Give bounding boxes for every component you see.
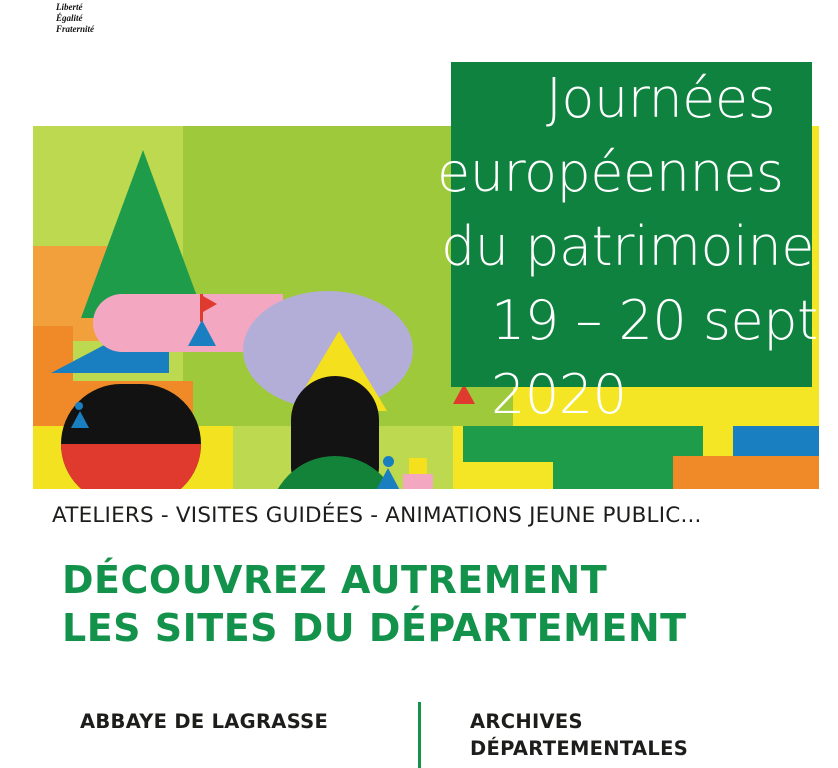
poster-title-line-4: 19 – 20 sept: [491, 289, 818, 352]
art-panel-orange-right: [673, 456, 819, 489]
motto-line-egalite: Égalité: [56, 13, 83, 23]
art-figure-head: [383, 456, 394, 467]
art-figure-body: [71, 411, 89, 428]
venue-archives-line-1: ARCHIVES: [470, 710, 583, 733]
poster-title-line-5: 2020: [491, 363, 627, 426]
art-figure-body-pink: [403, 474, 433, 489]
venue-divider: [418, 702, 421, 768]
art-half-circle-red-left: [61, 444, 201, 489]
art-figure-body: [373, 468, 403, 489]
poster-title-box: [451, 62, 812, 387]
art-figure-body: [453, 384, 475, 404]
art-figure-body-blue: [188, 320, 216, 346]
headline-line-1: DÉCOUVREZ AUTREMENT: [62, 558, 608, 602]
motto-line-liberte: Liberté: [56, 2, 83, 12]
activities-subline: ATELIERS - VISITES GUIDÉES - ANIMATIONS JEUNE PUBLIC...: [52, 503, 702, 528]
poster-title-line-1: Journées: [546, 67, 776, 130]
republic-motto: [56, 2, 176, 35]
motto-line-fraternite: Fraternité: [56, 24, 95, 34]
venue-archives-line-2: DÉPARTEMENTALES: [470, 737, 689, 760]
headline: [62, 556, 687, 652]
art-figure-head: [75, 402, 83, 410]
venue-archives-departementales: [470, 708, 688, 762]
art-panel-green-right-leg: [593, 456, 638, 489]
venue-abbaye-de-lagrasse: ABBAYE DE LAGRASSE: [80, 710, 329, 733]
art-triangle-green-left: [81, 150, 205, 318]
art-figure-hat-yellow: [409, 458, 427, 474]
art-flag: [203, 296, 217, 312]
poster-title-line-3: du patrimoine: [441, 215, 815, 278]
poster-title-line-2: européennes: [437, 141, 784, 204]
headline-line-2: LES SITES DU DÉPARTEMENT: [62, 606, 687, 650]
venues-footer: [0, 700, 838, 768]
